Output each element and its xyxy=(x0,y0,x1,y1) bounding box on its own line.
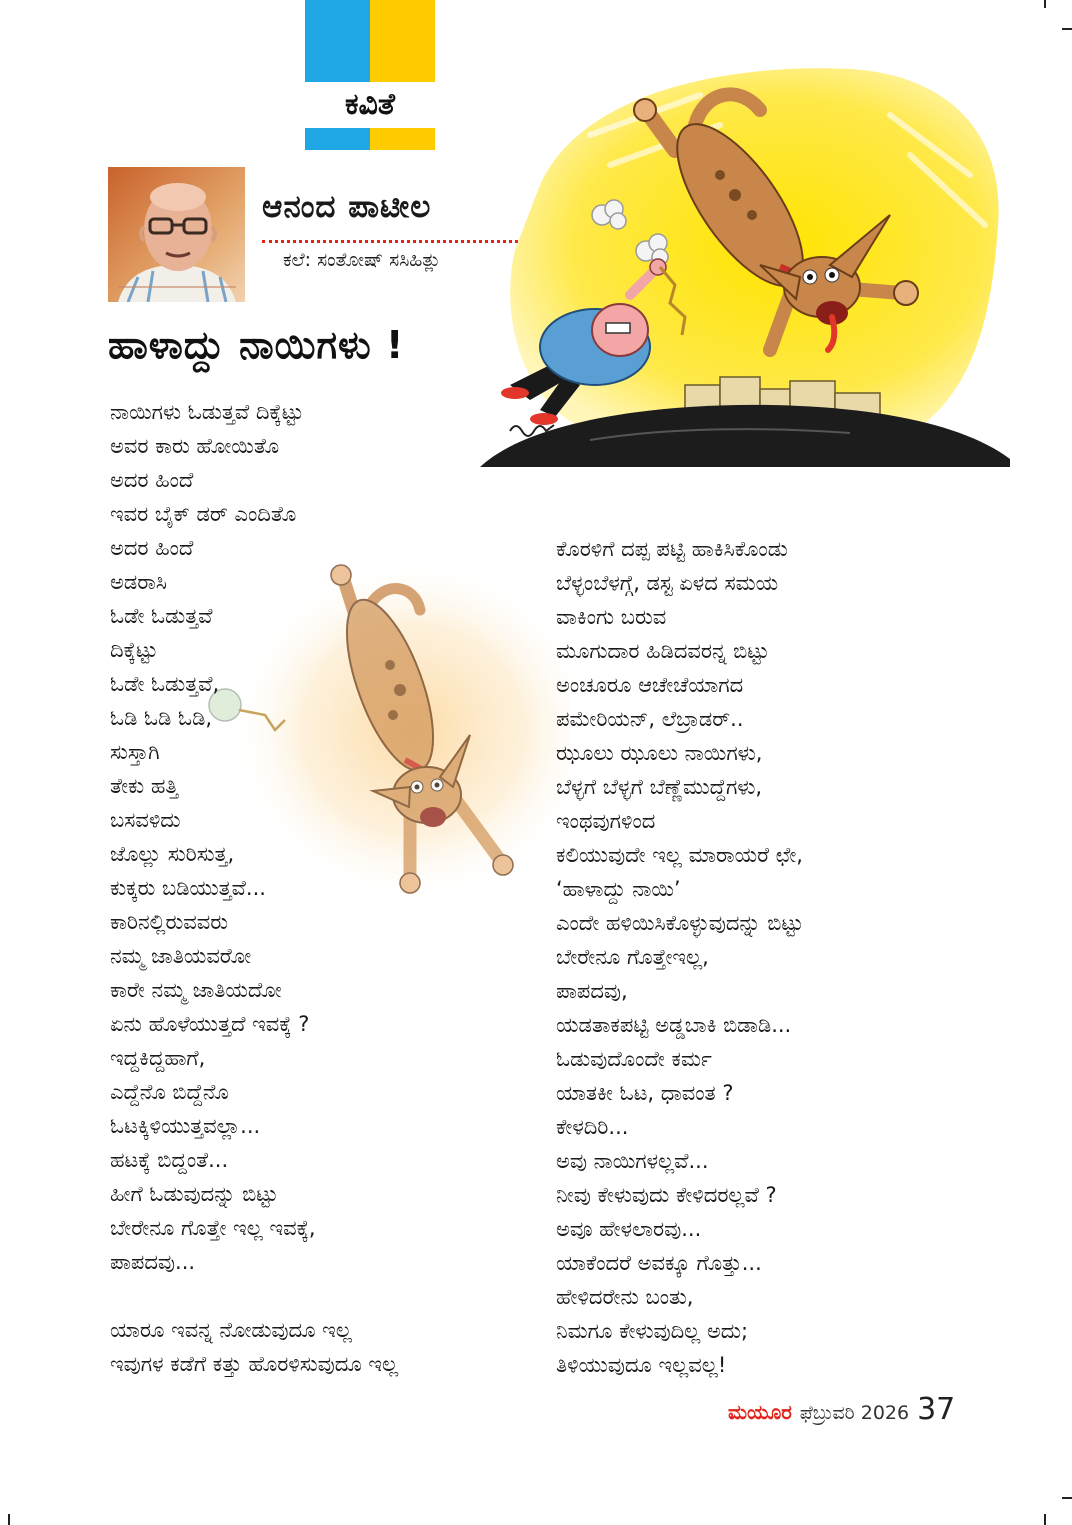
poem-line: ಕಾರೇ ನಮ್ಮ ಜಾತಿಯದೋ xyxy=(110,978,282,1002)
poem-line: ಓಟಕ್ಕಿಳಿಯುತ್ತವಲ್ಲಾ... xyxy=(110,1114,261,1138)
dog-chase-illustration xyxy=(470,55,1010,467)
crop-mark xyxy=(1044,0,1046,8)
section-tag-blue-block xyxy=(305,0,370,82)
section-tag-yellow-bar xyxy=(370,128,435,150)
poem-line: ಪಾಪದವು, xyxy=(556,979,628,1003)
poem-line: ಇವುಗಳ ಕಡೆಗೆ ಕತ್ತು ಹೊರಳಿಸುವುದೂ ಇಲ್ಲ xyxy=(110,1352,399,1376)
poem-line: ಯಡತಾಕಪಟ್ಟಿ ಅಡ್ಡಬಾಕಿ ಬಿಡಾಡಿ... xyxy=(556,1013,792,1037)
poem-line: ಅವೂ ಹೇಳಲಾರವು... xyxy=(556,1217,702,1241)
poem-line: ಬೇರೇನೂ ಗೊತ್ತೇ ಇಲ್ಲ ಇವಕ್ಕೆ, xyxy=(110,1216,316,1240)
poem-line: ತಿಳಿಯುವುದೂ ಇಲ್ಲವಲ್ಲ! xyxy=(556,1353,727,1377)
poem-line: ಎಂದೇ ಹಳಿಯಿಸಿಕೊಳ್ಳುವುದನ್ನು ಬಿಟ್ಟು xyxy=(556,911,804,935)
poem-line: ‘ಹಾಳಾದ್ದು ನಾಯಿ’ xyxy=(556,877,681,901)
poem-line: ಅದರ ಹಿಂದೆ xyxy=(110,536,194,560)
author-name: ಆನಂದ ಪಾಟೀಲ xyxy=(262,189,432,225)
poem-line: ಯಾತಕೀ ಓಟ, ಧಾವಂತ ? xyxy=(556,1081,734,1105)
poem-line: ಓಡೇ ಓಡುತ್ತವೆ, xyxy=(110,672,220,696)
section-tag-blue-bar xyxy=(305,128,370,150)
poem-line: ಹೇಳಿದರೇನು ಬಂತು, xyxy=(556,1285,694,1309)
poem-line: ಬಸವಳಿದು xyxy=(110,808,181,832)
poem-line: ನಮ್ಮ ಜಾತಿಯವರೋ xyxy=(110,944,252,968)
illustration-credit: ಕಲೆ: ಸಂತೋಷ್ ಸಸಿಹಿತ್ಲು xyxy=(283,249,441,271)
poem-line: ಅವು ನಾಯಿಗಳಲ್ಲವೆ... xyxy=(556,1149,709,1173)
poem-line: ಪಾಪದವು... xyxy=(110,1250,196,1274)
stanza-break xyxy=(110,1279,398,1313)
page-footer xyxy=(728,1392,955,1432)
poem-line: ಕಲಿಯುವುದೇ ಇಲ್ಲ ಮಾರಾಯರೆ ಛೇ, xyxy=(556,843,803,867)
poem-line: ಕುಕ್ಕರು ಬಡಿಯುತ್ತವೆ... xyxy=(110,876,266,900)
poem-line: ಮೂಗುದಾರ ಹಿಡಿದವರನ್ನ ಬಿಟ್ಟು xyxy=(556,639,770,663)
poem-line: ಕಾರಿನಲ್ಲಿರುವವರು xyxy=(110,910,229,934)
poem-line: ಯಾರೂ ಇವನ್ನ ನೋಡುವುದೂ ಇಲ್ಲ xyxy=(110,1318,352,1342)
poem-line: ಏನು ಹೊಳೆಯುತ್ತದೆ ಇವಕ್ಕೆ ? xyxy=(110,1012,310,1036)
poem-line: ನೀವು ಕೇಳುವುದು ಕೇಳಿದರಲ್ಲವೆ ? xyxy=(556,1183,777,1207)
poem-line: ಇವರ ಬೈಕ್ ಡರ್ ಎಂದಿತೊ xyxy=(110,502,297,526)
poem-line: ಇಂಥವುಗಳಿಂದ xyxy=(556,809,656,833)
crop-mark xyxy=(8,1514,10,1525)
section-tag-label: ಕವಿತೆ xyxy=(345,87,395,122)
magazine-logo: ಮಯೂರ xyxy=(728,1400,792,1424)
crop-mark xyxy=(1062,1497,1072,1499)
poem-line: ಅಡರಾಸಿ xyxy=(110,570,167,594)
poem-line: ಓಡಿ ಓಡಿ ಓಡಿ, xyxy=(110,706,213,730)
poem-line: ಜೊಲ್ಲು ಸುರಿಸುತ್ತ, xyxy=(110,842,235,866)
poem-line: ಝೂಲು ಝೂಲು ನಾಯಿಗಳು, xyxy=(556,741,763,765)
poem-line: ತೇಕು ಹತ್ತಿ xyxy=(110,774,179,798)
poem-line: ನಾಯಿಗಳು ಓಡುತ್ತವೆ ದಿಕ್ಕೆಟ್ಟು xyxy=(110,400,304,424)
poem-line: ಅವರ ಕಾರು ಹೋಯಿತೊ xyxy=(110,434,280,458)
poem-line: ಎದ್ದೆನೊ ಬಿದ್ದೆನೊ xyxy=(110,1080,229,1104)
poem-line: ನಿಮಗೂ ಕೇಳುವುದಿಲ್ಲ ಅದು; xyxy=(556,1319,749,1343)
crop-mark xyxy=(1062,28,1072,30)
poem-line: ಯಾಕೆಂದರೆ ಅವಕ್ಕೂ ಗೊತ್ತು... xyxy=(556,1251,762,1275)
poem-line: ಓಡೇ ಓಡುತ್ತವೆ xyxy=(110,604,213,628)
poem-line: ದಿಕ್ಕೆಟ್ಟು xyxy=(110,638,158,662)
poem-line: ವಾಕಿಂಗು ಬರುವ xyxy=(556,605,667,629)
poem-line: ಹೀಗೆ ಓಡುವುದನ್ನು ಬಿಟ್ಟು xyxy=(110,1182,279,1206)
issue-date: ಫೆಬ್ರುವರಿ 2026 xyxy=(799,1402,910,1424)
poem-line: ಇದ್ದಕಿದ್ದಹಾಗೆ, xyxy=(110,1046,206,1070)
page-number: 37 xyxy=(917,1392,956,1427)
poem-line: ಓಡುವುದೊಂದೇ ಕರ್ಮ xyxy=(556,1047,712,1071)
poem-line: ಅಂಚೂರೂ ಆಚೇಚೆಯಾಗದ xyxy=(556,673,744,697)
poem-line: ಅದರ ಹಿಂದೆ xyxy=(110,468,194,492)
section-tag-yellow-block xyxy=(370,0,435,82)
poem-right-column xyxy=(556,532,803,1382)
poem-line: ಸುಸ್ತಾಗಿ xyxy=(110,740,160,764)
poem-line: ಕೊರಳಿಗೆ ದಪ್ಪ ಪಟ್ಟಿ ಹಾಕಿಸಿಕೊಂಡು xyxy=(556,537,788,561)
poem-line: ಬೆಳ್ಳಂಬೆಳಗ್ಗೆ, ಡಸ್ಟ ಏಳದ ಸಮಯ xyxy=(556,571,779,595)
poem-title: ಹಾಳಾದ್ದು ನಾಯಿಗಳು ! xyxy=(108,323,405,367)
poem-line: ಕೇಳದಿರಿ... xyxy=(556,1115,629,1139)
poem-line: ಹಟಕ್ಕೆ ಬಿದ್ದಂತೆ... xyxy=(110,1148,229,1172)
poem-line: ಬೇರೇನೂ ಗೊತ್ತೇಇಲ್ಲ, xyxy=(556,945,709,969)
author-photo xyxy=(108,167,245,302)
crop-mark xyxy=(1044,1514,1046,1525)
poem-line: ಬೆಳ್ಳಗೆ ಬೆಳ್ಳಗೆ ಬೆಣ್ಣೆಮುದ್ದೆಗಳು, xyxy=(556,775,763,799)
poem-line: ಪಮೇರಿಯನ್, ಲೆಬ್ರಾಡರ್.. xyxy=(556,707,744,731)
poem-left-column xyxy=(110,395,398,1381)
